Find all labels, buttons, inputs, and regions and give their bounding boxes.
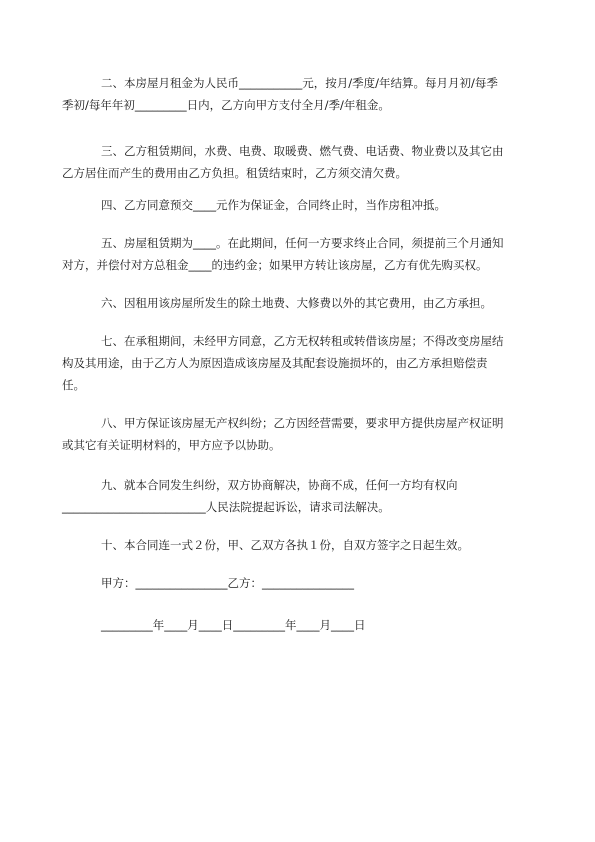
clause-line: 季初/每年年初_________日内，乙方向甲方支付全月/季/年租金。 — [62, 98, 390, 112]
clause-fees — [62, 140, 532, 184]
clause-line: 对方，并偿付对方总租金____的违约金；如果甲方转让该房屋，乙方有优先购买权。 — [62, 258, 488, 272]
clause-line: 构及其用途，由于乙方人为原因造成该房屋及其配套设施损坏的，由乙方承担赔偿责 — [62, 356, 488, 370]
clause-rent — [62, 72, 532, 116]
clause-line: 或其它有关证明材料的，甲方应予以协助。 — [62, 438, 281, 452]
clause-term — [62, 232, 532, 276]
signature-parties-line: 甲方：________________乙方：________________ — [101, 576, 354, 590]
clause-line: 七、在承租期间，未经甲方同意，乙方无权转租或转借该房屋；不得改变房屋结 — [101, 334, 504, 348]
clause-line: 任。 — [62, 378, 85, 392]
clause-line: 八、甲方保证该房屋无产权纠纷；乙方因经营需要，要求甲方提供房屋产权证明 — [101, 416, 504, 430]
clause-line: 二、本房屋月租金为人民币___________元，按月/季度/年结算。每月月初/每季 — [101, 76, 498, 90]
clause-line: 五、房屋租赁期为____。在此期间，任何一方要求终止合同，须提前三个月通知 — [101, 236, 504, 250]
clause-line: 十、本合同连一式２份，甲、乙双方各执１份，自双方签字之日起生效。 — [101, 538, 469, 552]
clause-dispute — [62, 474, 532, 518]
clause-deposit — [62, 194, 532, 216]
clause-line: 乙方居住而产生的费用由乙方负担。租赁结束时，乙方须交清欠费。 — [62, 166, 407, 180]
clause-ownership — [62, 412, 532, 456]
clause-copies — [62, 534, 532, 556]
signature-dates — [62, 614, 532, 636]
clause-line: 六、因租用该房屋所发生的除土地费、大修费以外的其它费用，由乙方承担。 — [101, 296, 492, 310]
clause-sublet — [62, 330, 532, 396]
signature-date-line: _________年____月____日_________年____月____日 — [101, 618, 366, 632]
signature-parties — [62, 572, 532, 594]
clause-line: _________________________人民法院提起诉讼，请求司法解决。 — [62, 500, 390, 514]
clause-line: 九、就本合同发生纠纷，双方协商解决，协商不成，任何一方均有权向 — [101, 478, 458, 492]
clause-line: 三、乙方租赁期间，水费、电费、取暖费、燃气费、电话费、物业费以及其它由 — [101, 144, 504, 158]
clause-other-costs — [62, 292, 532, 314]
clause-line: 四、乙方同意预交____元作为保证金，合同终止时，当作房租冲抵。 — [101, 198, 446, 212]
